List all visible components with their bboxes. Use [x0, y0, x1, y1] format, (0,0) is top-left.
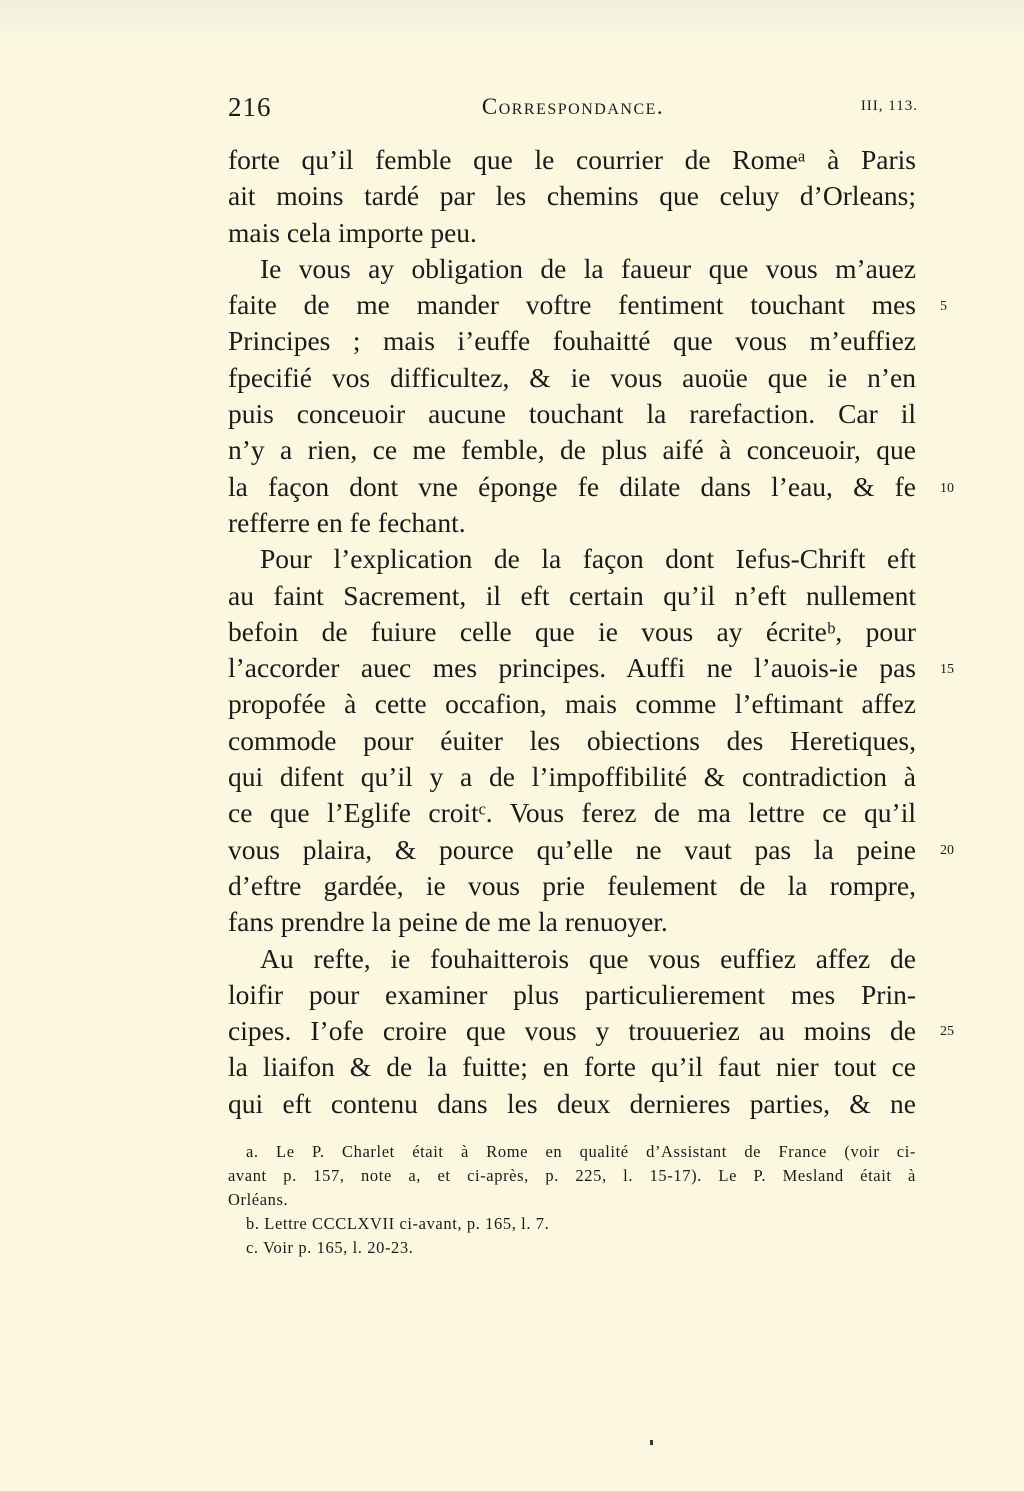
text-line: loifir pour examiner plus particulierement mes Prin-	[228, 978, 916, 1010]
line-number-20: 20	[940, 843, 954, 858]
footnote-line: c. Voir p. 165, l. 20-23.	[246, 1238, 414, 1257]
footnote-line: b. Lettre CCCLXVII ci-avant, p. 165, l. 7.	[246, 1214, 550, 1233]
text-line: cipes. I’ofe croire que vous y trouueriez au moins de	[228, 1015, 916, 1047]
line-number-5: 5	[940, 299, 947, 314]
text-line: la liaifon & de la fuitte; en forte qu’il faut nier tout ce	[228, 1051, 916, 1083]
running-title: Correspondance.	[481, 94, 665, 119]
text-line: refferre en fe fechant.	[228, 506, 466, 538]
text-line: faite de me mander voftre fentiment touchant mes	[228, 289, 916, 321]
text-line: l’accorder auec mes principes. Auffi ne l’auois-ie pas	[228, 652, 916, 684]
text-line: forte qu’il femble que le courrier de Romeᵃ à Paris	[228, 144, 916, 175]
line-number-25: 25	[940, 1024, 954, 1039]
running-header	[228, 92, 918, 128]
text-line: d’eftre gardée, ie vous prie feulement de la rompre,	[228, 869, 916, 901]
text-line: Au refte, ie fouhaitterois que vous euffiez affez de	[260, 942, 916, 974]
text-line: n’y a rien, ce me femble, de plus aifé à conceuoir, que	[228, 434, 916, 466]
footnote-line: avant p. 157, note a, et ci-après, p. 225, l. 15-17). Le P. Mesland était à	[228, 1166, 916, 1185]
text-line: Ie vous ay obligation de la faueur que vous m’auez	[260, 252, 916, 284]
text-line: befoin de fuiure celle que ie vous ay écriteᵇ, pour	[228, 615, 916, 647]
text-line: ait moins tardé par les chemins que celuy d’Orleans;	[228, 180, 916, 212]
page-number: 216	[228, 92, 272, 122]
text-line: vous plaira, & pource qu’elle ne vaut pas la peine	[228, 833, 916, 865]
text-line: qui difent qu’il y a de l’impoffibilité & contradiction à	[228, 761, 916, 793]
volume-reference: III, 113.	[860, 98, 918, 114]
text-line: mais cela importe peu.	[228, 216, 477, 248]
text-line: Principes ; mais i’euffe fouhaitté que vous m’euffiez	[228, 325, 916, 357]
text-line: Pour l’explication de la façon dont Iefus-Chrift eft	[260, 543, 916, 575]
text-line: la façon dont vne éponge fe dilate dans l’eau, & fe	[228, 470, 916, 502]
footnote-line: Orléans.	[228, 1190, 289, 1209]
text-line: qui eft contenu dans les deux dernieres parties, & ne	[228, 1087, 916, 1119]
text-line: fpecifié vos difficultez, & ie vous auoüe que ie n’en	[228, 361, 916, 393]
page-speck	[650, 1440, 653, 1445]
text-line: fans prendre la peine de me la renuoyer.	[228, 906, 668, 938]
text-line: ce que l’Eglife croitᶜ. Vous ferez de ma lettre ce qu’il	[228, 797, 916, 829]
text-line: commode pour éuiter les obiections des Heretiques,	[228, 724, 916, 756]
letter-body	[228, 142, 916, 1122]
line-number-15: 15	[940, 662, 954, 677]
footnotes	[228, 1140, 916, 1260]
footnote-line: a. Le P. Charlet était à Rome en qualité d’Assistant de France (voir ci-	[246, 1142, 916, 1161]
line-number-10: 10	[940, 481, 954, 496]
page-top-shadow	[0, 0, 1024, 40]
text-line: puis conceuoir aucune touchant la rarefaction. Car il	[228, 398, 916, 430]
text-line: propofée à cette occafion, mais comme l’eftimant affez	[228, 688, 916, 720]
text-line: au faint Sacrement, il eft certain qu’il n’eft nullement	[228, 579, 916, 611]
